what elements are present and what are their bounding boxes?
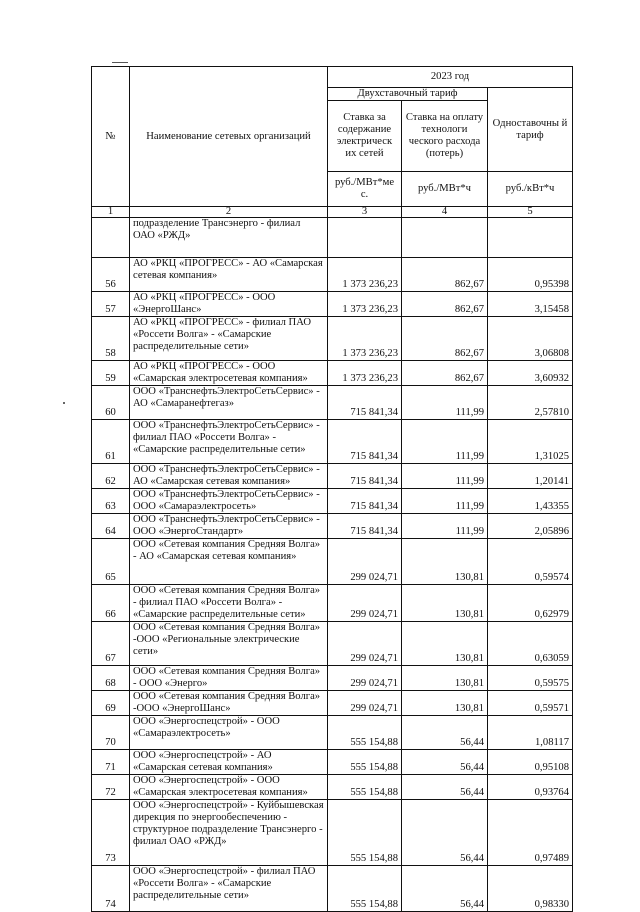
- maintenance-rate-value: 555 154,88: [328, 866, 402, 912]
- loss-rate-value: 130,81: [402, 539, 488, 585]
- organization-name: ООО «Энергоспецстрой» - АО «Самарская сетевая компания»: [130, 750, 328, 775]
- single-rate-value: 2,05896: [488, 514, 573, 539]
- column-index: 5: [488, 207, 573, 218]
- scan-dot: [63, 402, 65, 404]
- row-number: 60: [92, 386, 130, 420]
- organization-name: ООО «ТранснефтьЭлектроСетьСервис» - ООО «Самараэлектросеть»: [130, 489, 328, 514]
- column-index: 2: [130, 207, 328, 218]
- maintenance-rate-value: 715 841,34: [328, 386, 402, 420]
- row-number: 71: [92, 750, 130, 775]
- unit-maintenance: руб./МВт*ме с.: [328, 172, 402, 207]
- maintenance-rate-value: 1 373 236,23: [328, 292, 402, 317]
- loss-rate-value: 862,67: [402, 361, 488, 386]
- single-rate-value: 0,95108: [488, 750, 573, 775]
- single-rate-value: 3,60932: [488, 361, 573, 386]
- maintenance-rate-value: 555 154,88: [328, 750, 402, 775]
- loss-rate-value: 130,81: [402, 585, 488, 622]
- table-row: [92, 750, 573, 775]
- single-rate-value: 0,93764: [488, 775, 573, 800]
- table-row: [92, 218, 573, 258]
- table-row: [92, 292, 573, 317]
- row-number: 57: [92, 292, 130, 317]
- header-two-part-tariff: Двухставочный тариф: [328, 88, 488, 101]
- single-rate-value: 3,06808: [488, 317, 573, 361]
- loss-rate-value: 130,81: [402, 622, 488, 666]
- header-single-rate-tariff: Одноставочны й тариф: [488, 88, 573, 172]
- header-organization-name: Наименование сетевых организаций: [130, 67, 328, 207]
- row-number: 70: [92, 716, 130, 750]
- maintenance-rate-value: 1 373 236,23: [328, 258, 402, 292]
- organization-name: ООО «Сетевая компания Средняя Волга» -ООО «Региональные электрические сети»: [130, 622, 328, 666]
- row-number: 56: [92, 258, 130, 292]
- header-maintenance-rate: Ставка за содержание электрическ их сетей: [328, 101, 402, 172]
- single-rate-value: 0,95398: [488, 258, 573, 292]
- table-row: [92, 666, 573, 691]
- single-rate-value: 3,15458: [488, 292, 573, 317]
- maintenance-rate-value: 715 841,34: [328, 420, 402, 464]
- single-rate-value: 0,98330: [488, 866, 573, 912]
- table-row: [92, 585, 573, 622]
- row-number: 74: [92, 866, 130, 912]
- table-row: [92, 489, 573, 514]
- organization-name: ООО «ТранснефтьЭлектроСетьСервис» - АО «Самаранефтегаз»: [130, 386, 328, 420]
- table-header: [92, 67, 573, 218]
- table-row: [92, 420, 573, 464]
- loss-rate-value: 56,44: [402, 716, 488, 750]
- loss-rate-value: 56,44: [402, 800, 488, 866]
- organization-name: ООО «Энергоспецстрой» - ООО «Самараэлектросеть»: [130, 716, 328, 750]
- header-year: 2023 год: [328, 67, 573, 88]
- organization-name: ООО «Сетевая компания Средняя Волга» -ООО «ЭнергоШанс»: [130, 691, 328, 716]
- loss-rate-value: 130,81: [402, 691, 488, 716]
- maintenance-rate-value: 555 154,88: [328, 716, 402, 750]
- table-row: [92, 716, 573, 750]
- loss-rate-value: 56,44: [402, 775, 488, 800]
- maintenance-rate-value: 1 373 236,23: [328, 361, 402, 386]
- single-rate-value: 0,59574: [488, 539, 573, 585]
- row-number: 62: [92, 464, 130, 489]
- unit-single: руб./кВт*ч: [488, 172, 573, 207]
- table-row: [92, 514, 573, 539]
- single-rate-value: 1,31025: [488, 420, 573, 464]
- single-rate-value: 0,63059: [488, 622, 573, 666]
- table-body: [92, 218, 573, 912]
- single-rate-value: 0,59575: [488, 666, 573, 691]
- single-rate-value: 0,59571: [488, 691, 573, 716]
- single-rate-value: 1,20141: [488, 464, 573, 489]
- maintenance-rate-value: 299 024,71: [328, 585, 402, 622]
- header-number: №: [92, 67, 130, 207]
- table-row: [92, 539, 573, 585]
- organization-name: ООО «Энергоспецстрой» - Куйбышевская дирекция по энергообеспечению - структурное подразделение Трансэнерго - филиал ОАО «РЖД»: [130, 800, 328, 866]
- table-row: [92, 691, 573, 716]
- organization-name: АО «РКЦ «ПРОГРЕСС» - ООО «Самарская электросетевая компания»: [130, 361, 328, 386]
- row-number: 66: [92, 585, 130, 622]
- maintenance-rate-value: 715 841,34: [328, 514, 402, 539]
- loss-rate-value: 56,44: [402, 750, 488, 775]
- loss-rate-value: 56,44: [402, 866, 488, 912]
- row-number: 63: [92, 489, 130, 514]
- table-row: [92, 386, 573, 420]
- loss-rate-value: 130,81: [402, 666, 488, 691]
- table-row: [92, 464, 573, 489]
- column-index-row: [92, 207, 573, 218]
- organization-name: АО «РКЦ «ПРОГРЕСС» - АО «Самарская сетевая компания»: [130, 258, 328, 292]
- single-rate-value: 2,57810: [488, 386, 573, 420]
- loss-rate-value: 111,99: [402, 420, 488, 464]
- maintenance-rate-value: 555 154,88: [328, 800, 402, 866]
- loss-rate-value: 111,99: [402, 386, 488, 420]
- loss-rate-value: 862,67: [402, 292, 488, 317]
- row-number: 59: [92, 361, 130, 386]
- organization-name: ООО «Энергоспецстрой» - филиал ПАО «Россети Волга» - «Самарские распределительные сети»: [130, 866, 328, 912]
- organization-name: ООО «ТранснефтьЭлектроСетьСервис» - филиал ПАО «Россети Волга» - «Самарские распределительные сети»: [130, 420, 328, 464]
- loss-rate-value: 111,99: [402, 514, 488, 539]
- table-row: [92, 317, 573, 361]
- table-row: [92, 800, 573, 866]
- row-number: 58: [92, 317, 130, 361]
- organization-name: АО «РКЦ «ПРОГРЕСС» - ООО «ЭнергоШанс»: [130, 292, 328, 317]
- organization-name: ООО «Сетевая компания Средняя Волга» - филиал ПАО «Россети Волга» - «Самарские распределительные сети»: [130, 585, 328, 622]
- organization-name: ООО «ТранснефтьЭлектроСетьСервис» - АО «Самарская сетевая компания»: [130, 464, 328, 489]
- single-rate-value: 1,43355: [488, 489, 573, 514]
- organization-name: АО «РКЦ «ПРОГРЕСС» - филиал ПАО «Россети Волга» - «Самарские распределительные сети»: [130, 317, 328, 361]
- single-rate-value: 0,62979: [488, 585, 573, 622]
- table-row: [92, 622, 573, 666]
- table-row: [92, 361, 573, 386]
- loss-rate-value: 862,67: [402, 258, 488, 292]
- single-rate-value: 0,97489: [488, 800, 573, 866]
- row-number: 61: [92, 420, 130, 464]
- table-row: [92, 258, 573, 292]
- loss-rate-value: 111,99: [402, 489, 488, 514]
- maintenance-rate-value: 715 841,34: [328, 464, 402, 489]
- header-loss-rate: Ставка на оплату технологи ческого расхода (потерь): [402, 101, 488, 172]
- row-number: 68: [92, 666, 130, 691]
- row-number: 67: [92, 622, 130, 666]
- row-number: 65: [92, 539, 130, 585]
- row-number: [92, 218, 130, 258]
- loss-rate-value: 111,99: [402, 464, 488, 489]
- row-number: 73: [92, 800, 130, 866]
- organization-name: подразделение Трансэнерго - филиал ОАО «РЖД»: [130, 218, 328, 258]
- tariff-table: [91, 66, 573, 912]
- maintenance-rate-value: 299 024,71: [328, 539, 402, 585]
- single-rate-value: 1,08117: [488, 716, 573, 750]
- table-row: [92, 775, 573, 800]
- maintenance-rate-value: 299 024,71: [328, 622, 402, 666]
- column-index: 3: [328, 207, 402, 218]
- maintenance-rate-value: 299 024,71: [328, 666, 402, 691]
- organization-name: ООО «ТранснефтьЭлектроСетьСервис» - ООО «ЭнергоСтандарт»: [130, 514, 328, 539]
- scan-mark: [112, 62, 128, 63]
- maintenance-rate-value: 299 024,71: [328, 691, 402, 716]
- loss-rate-value: [402, 218, 488, 258]
- maintenance-rate-value: 1 373 236,23: [328, 317, 402, 361]
- row-number: 69: [92, 691, 130, 716]
- maintenance-rate-value: 555 154,88: [328, 775, 402, 800]
- single-rate-value: [488, 218, 573, 258]
- loss-rate-value: 862,67: [402, 317, 488, 361]
- column-index: 4: [402, 207, 488, 218]
- maintenance-rate-value: 715 841,34: [328, 489, 402, 514]
- column-index: 1: [92, 207, 130, 218]
- row-number: 64: [92, 514, 130, 539]
- row-number: 72: [92, 775, 130, 800]
- maintenance-rate-value: [328, 218, 402, 258]
- unit-loss: руб./МВт*ч: [402, 172, 488, 207]
- organization-name: ООО «Энергоспецстрой» - ООО «Самарская электросетевая компания»: [130, 775, 328, 800]
- organization-name: ООО «Сетевая компания Средняя Волга» - ООО «Энерго»: [130, 666, 328, 691]
- organization-name: ООО «Сетевая компания Средняя Волга» - АО «Самарская сетевая компания»: [130, 539, 328, 585]
